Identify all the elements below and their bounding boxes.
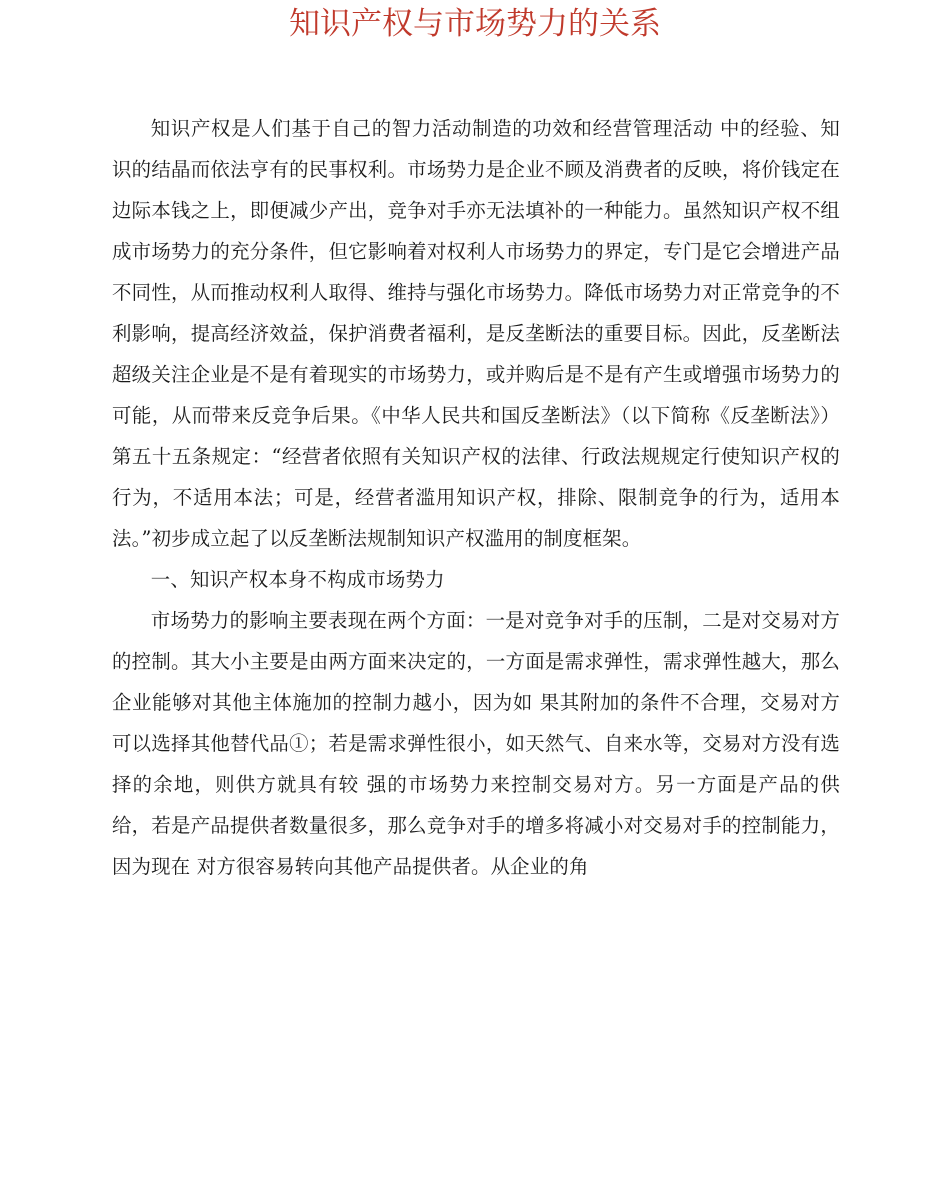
intro-paragraph: 知识产权是人们基于自己的智力活动制造的功效和经营管理活动 中的经验、知识的结晶而依法亨有的民事权利。市场势力是企业不顾及消费者的反映，将价钱定在边际本钱之上，即便减少产出，竞争对手亦无法填补的一种能力。虽然知识产权不组成市场势力的充分条件，但它影响着对权利人市场势力的界定，专门是它会增进产品不同性，从而推动权利人取得、维持与强化市场势力。降低市场势力对正常竞争的不利影响，提高经济效益，保护消费者福利，是反垄断法的重要目标。因此，反垄断法超级关注企业是不是有着现实的市场势力，或并购后是不是有产生或增强市场势力的可能，从而带来反竞争后果。《中华人民共和国反垄断法》（以下简称《反垄断法》）第五十五条规定：“经营者依照有关知识产权的法律、行政法规规定行使知识产权的行为，不适用本法；可是，经营者滥用知识产权，排除、限制竞争的行为，适用本法。”初步成立起了以反垄断法规制知识产权滥用的制度框架。 — [112, 117, 840, 550]
document-title: 知识产权与市场势力的关系 — [289, 6, 661, 42]
section-heading: 一、知识产权本身不构成市场势力 — [150, 568, 445, 591]
document-body — [112, 108, 840, 887]
section-paragraph: 市场势力的影响主要表现在两个方面：一是对竞争对手的压制，二是对交易对方的控制。其大小主要是由两方面来决定的，一方面是需求弹性，需求弹性越大，那么企业能够对其他主体施加的控制力越小，因为如 果其附加的条件不合理，交易对方可以选择其他替代品①；若是需求弹性很小，如天然气、自来水等，交易对方没有选择的余地，则供方就具有较 强的市场势力来控制交易对方。另一方面是产品的供给，若是产品提供者数量很多，那么竞争对手的增多将减小对交易对手的控制能力，因为现在 对方很容易转向其他产品提供者。从企业的角 — [112, 609, 840, 878]
